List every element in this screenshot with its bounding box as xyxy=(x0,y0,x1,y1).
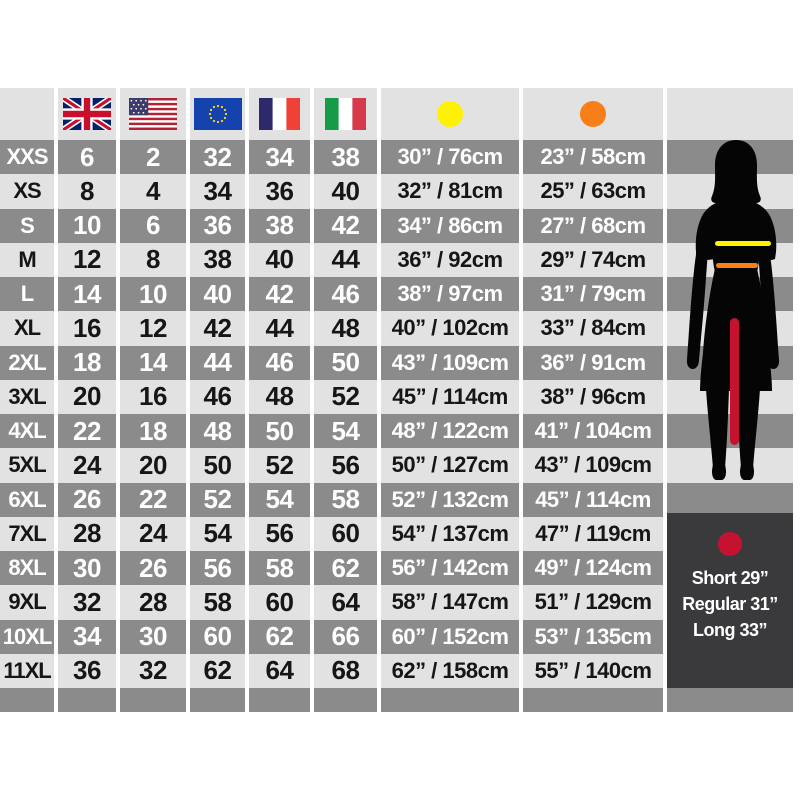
cell-m-chest: 36” / 92cm xyxy=(381,243,519,277)
row-label-2xl: 2XL xyxy=(0,346,54,380)
cell-7xl-fr: 56 xyxy=(249,517,310,551)
cell-6xl-waist: 45” / 114cm xyxy=(523,483,663,517)
cell-9xl-it: 64 xyxy=(314,585,377,619)
cell-5xl-waist: 43” / 109cm xyxy=(523,448,663,482)
uk-flag-icon xyxy=(63,98,111,130)
header-figure-cell xyxy=(667,88,793,140)
cell-s-eu: 36 xyxy=(190,209,245,243)
cell-m-fr: 40 xyxy=(249,243,310,277)
cell-m-waist: 29” / 74cm xyxy=(523,243,663,277)
cell-11xl-waist: 55” / 140cm xyxy=(523,654,663,688)
cell-xl-fr: 44 xyxy=(249,311,310,345)
row-label-11xl: 11XL xyxy=(0,654,54,688)
cell-9xl-eu: 58 xyxy=(190,585,245,619)
cell-10xl-it: 66 xyxy=(314,620,377,654)
cell-xs-eu: 34 xyxy=(190,174,245,208)
cell-8xl-us: 26 xyxy=(120,551,186,585)
cell-l-chest: 38” / 97cm xyxy=(381,277,519,311)
cell-2xl-uk: 18 xyxy=(58,346,116,380)
cell-l-it: 46 xyxy=(314,277,377,311)
inside-leg-measure-line xyxy=(730,318,739,445)
cell-m-eu: 38 xyxy=(190,243,245,277)
cell-6xl-us: 22 xyxy=(120,483,186,517)
cell-9xl-uk: 32 xyxy=(58,585,116,619)
cell-3xl-uk: 20 xyxy=(58,380,116,414)
cell-xl-waist: 33” / 84cm xyxy=(523,311,663,345)
chest-measure-line xyxy=(715,241,771,246)
header-us-cell xyxy=(120,88,186,140)
cell-11xl-eu: 62 xyxy=(190,654,245,688)
figure-backdrop-stripe xyxy=(667,483,793,517)
cell-l-waist: 31” / 79cm xyxy=(523,277,663,311)
cell-xs-it: 40 xyxy=(314,174,377,208)
row-label-10xl: 10XL xyxy=(0,620,54,654)
silhouette-left-leg xyxy=(706,389,729,468)
cell-10xl-fr: 62 xyxy=(249,620,310,654)
cell-4xl-us: 18 xyxy=(120,414,186,448)
cell-4xl-fr: 50 xyxy=(249,414,310,448)
cell-3xl-waist: 38” / 96cm xyxy=(523,380,663,414)
cell-2xl-it: 50 xyxy=(314,346,377,380)
footer-stripe-cell xyxy=(314,688,377,712)
header-it-cell xyxy=(314,88,377,140)
cell-5xl-uk: 24 xyxy=(58,448,116,482)
cell-11xl-chest: 62” / 158cm xyxy=(381,654,519,688)
cell-xl-us: 12 xyxy=(120,311,186,345)
row-label-s: S xyxy=(0,209,54,243)
cell-8xl-waist: 49” / 124cm xyxy=(523,551,663,585)
cell-5xl-it: 56 xyxy=(314,448,377,482)
footer-stripe-cell xyxy=(381,688,519,712)
cell-l-eu: 40 xyxy=(190,277,245,311)
cell-6xl-eu: 52 xyxy=(190,483,245,517)
cell-4xl-it: 54 xyxy=(314,414,377,448)
cell-s-fr: 38 xyxy=(249,209,310,243)
cell-m-uk: 12 xyxy=(58,243,116,277)
header-waist-cell xyxy=(523,88,663,140)
cell-5xl-eu: 50 xyxy=(190,448,245,482)
waist-measure-line xyxy=(716,263,758,268)
cell-xxs-us: 2 xyxy=(120,140,186,174)
cell-s-it: 42 xyxy=(314,209,377,243)
cell-xs-uk: 8 xyxy=(58,174,116,208)
header-chest-cell xyxy=(381,88,519,140)
row-label-8xl: 8XL xyxy=(0,551,54,585)
cell-3xl-fr: 48 xyxy=(249,380,310,414)
cell-xl-it: 48 xyxy=(314,311,377,345)
row-label-xxs: XXS xyxy=(0,140,54,174)
cell-4xl-chest: 48” / 122cm xyxy=(381,414,519,448)
cell-9xl-waist: 51” / 129cm xyxy=(523,585,663,619)
row-label-xl: XL xyxy=(0,311,54,345)
row-label-7xl: 7XL xyxy=(0,517,54,551)
footer-stripe-cell xyxy=(58,688,116,712)
cell-xxs-fr: 34 xyxy=(249,140,310,174)
leg-length-long: Long 33” xyxy=(692,620,767,640)
cell-xxs-eu: 32 xyxy=(190,140,245,174)
cell-8xl-chest: 56” / 142cm xyxy=(381,551,519,585)
waist-orange-dot-icon xyxy=(580,101,606,127)
cell-6xl-it: 58 xyxy=(314,483,377,517)
cell-3xl-chest: 45” / 114cm xyxy=(381,380,519,414)
leg-length-regular: Regular 31” xyxy=(682,594,778,614)
cell-2xl-us: 14 xyxy=(120,346,186,380)
cell-2xl-chest: 43” / 109cm xyxy=(381,346,519,380)
footer-stripe-cell xyxy=(523,688,663,712)
cell-7xl-uk: 28 xyxy=(58,517,116,551)
footer-stripe-cell xyxy=(120,688,186,712)
cell-2xl-fr: 46 xyxy=(249,346,310,380)
cell-s-chest: 34” / 86cm xyxy=(381,209,519,243)
cell-6xl-uk: 26 xyxy=(58,483,116,517)
cell-4xl-waist: 41” / 104cm xyxy=(523,414,663,448)
cell-7xl-waist: 47” / 119cm xyxy=(523,517,663,551)
inside-leg-panel xyxy=(667,513,793,688)
inside-leg-red-dot-icon xyxy=(718,532,742,556)
eu-flag-icon xyxy=(194,98,242,130)
cell-6xl-chest: 52” / 132cm xyxy=(381,483,519,517)
cell-4xl-uk: 22 xyxy=(58,414,116,448)
row-label-4xl: 4XL xyxy=(0,414,54,448)
cell-l-us: 10 xyxy=(120,277,186,311)
cell-xxs-uk: 6 xyxy=(58,140,116,174)
footer-stripe-cell xyxy=(190,688,245,712)
header-uk-cell xyxy=(58,88,116,140)
cell-xxs-waist: 23” / 58cm xyxy=(523,140,663,174)
footer-stripe-cell xyxy=(0,688,54,712)
us-flag-icon xyxy=(129,98,177,130)
cell-7xl-eu: 54 xyxy=(190,517,245,551)
cell-xxs-it: 38 xyxy=(314,140,377,174)
cell-11xl-it: 68 xyxy=(314,654,377,688)
cell-xl-uk: 16 xyxy=(58,311,116,345)
cell-9xl-fr: 60 xyxy=(249,585,310,619)
header-eu-cell xyxy=(190,88,245,140)
silhouette-head xyxy=(711,140,761,203)
cell-xs-chest: 32” / 81cm xyxy=(381,174,519,208)
silhouette-right-leg xyxy=(737,389,760,468)
cell-11xl-fr: 64 xyxy=(249,654,310,688)
cell-xl-chest: 40” / 102cm xyxy=(381,311,519,345)
footer-stripe-cell xyxy=(667,688,793,712)
silhouette-left-foot xyxy=(712,465,726,480)
cell-m-us: 8 xyxy=(120,243,186,277)
row-label-m: M xyxy=(0,243,54,277)
cell-10xl-eu: 60 xyxy=(190,620,245,654)
cell-l-fr: 42 xyxy=(249,277,310,311)
cell-9xl-chest: 58” / 147cm xyxy=(381,585,519,619)
row-label-6xl: 6XL xyxy=(0,483,54,517)
header-corner-cell xyxy=(0,88,54,140)
cell-5xl-fr: 52 xyxy=(249,448,310,482)
leg-length-short: Short 29” xyxy=(691,568,769,588)
cell-8xl-fr: 58 xyxy=(249,551,310,585)
cell-s-uk: 10 xyxy=(58,209,116,243)
cell-3xl-us: 16 xyxy=(120,380,186,414)
row-label-xs: XS xyxy=(0,174,54,208)
cell-s-waist: 27” / 68cm xyxy=(523,209,663,243)
cell-7xl-it: 60 xyxy=(314,517,377,551)
header-fr-cell xyxy=(249,88,310,140)
cell-xl-eu: 42 xyxy=(190,311,245,345)
cell-10xl-uk: 34 xyxy=(58,620,116,654)
cell-xxs-chest: 30” / 76cm xyxy=(381,140,519,174)
cell-8xl-it: 62 xyxy=(314,551,377,585)
cell-3xl-eu: 46 xyxy=(190,380,245,414)
cell-10xl-chest: 60” / 152cm xyxy=(381,620,519,654)
row-label-l: L xyxy=(0,277,54,311)
cell-2xl-eu: 44 xyxy=(190,346,245,380)
row-label-9xl: 9XL xyxy=(0,585,54,619)
cell-7xl-chest: 54” / 137cm xyxy=(381,517,519,551)
cell-s-us: 6 xyxy=(120,209,186,243)
cell-9xl-us: 28 xyxy=(120,585,186,619)
cell-4xl-eu: 48 xyxy=(190,414,245,448)
cell-5xl-chest: 50” / 127cm xyxy=(381,448,519,482)
cell-2xl-waist: 36” / 91cm xyxy=(523,346,663,380)
cell-8xl-uk: 30 xyxy=(58,551,116,585)
cell-xs-waist: 25” / 63cm xyxy=(523,174,663,208)
cell-11xl-us: 32 xyxy=(120,654,186,688)
france-flag-icon xyxy=(259,98,300,130)
cell-xs-fr: 36 xyxy=(249,174,310,208)
cell-5xl-us: 20 xyxy=(120,448,186,482)
cell-6xl-fr: 54 xyxy=(249,483,310,517)
cell-11xl-uk: 36 xyxy=(58,654,116,688)
row-label-5xl: 5XL xyxy=(0,448,54,482)
italy-flag-icon xyxy=(325,98,366,130)
cell-xs-us: 4 xyxy=(120,174,186,208)
cell-3xl-it: 52 xyxy=(314,380,377,414)
cell-7xl-us: 24 xyxy=(120,517,186,551)
cell-8xl-eu: 56 xyxy=(190,551,245,585)
cell-10xl-waist: 53” / 135cm xyxy=(523,620,663,654)
cell-10xl-us: 30 xyxy=(120,620,186,654)
chest-yellow-dot-icon xyxy=(437,101,463,127)
row-label-3xl: 3XL xyxy=(0,380,54,414)
body-silhouette xyxy=(670,138,796,483)
cell-m-it: 44 xyxy=(314,243,377,277)
cell-l-uk: 14 xyxy=(58,277,116,311)
silhouette-right-foot xyxy=(740,465,754,480)
footer-stripe-cell xyxy=(249,688,310,712)
